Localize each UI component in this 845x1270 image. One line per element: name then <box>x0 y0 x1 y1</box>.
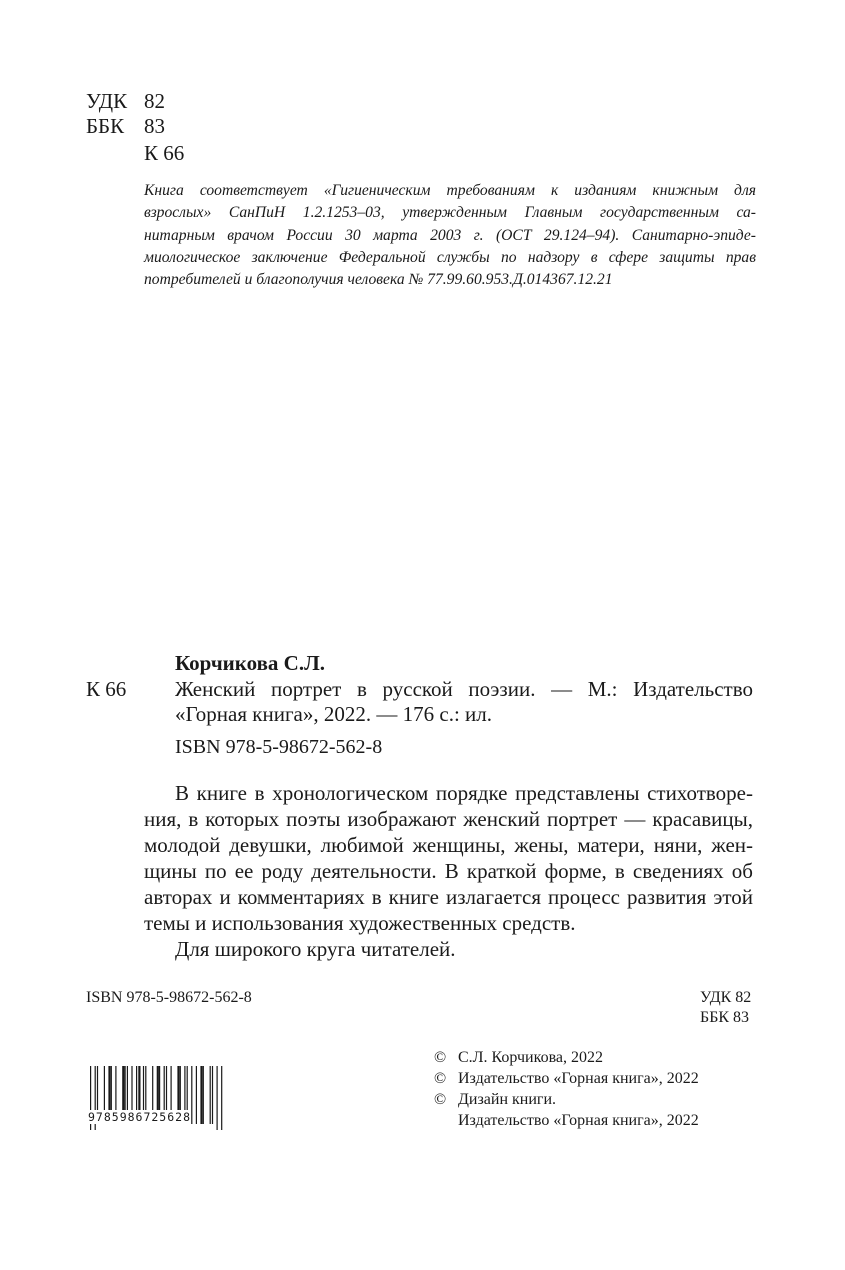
author-mark: К 66 <box>144 141 185 165</box>
annotation <box>144 780 753 962</box>
barcode-bar <box>200 1066 202 1124</box>
udk-value: 82 <box>144 89 165 113</box>
notice-line: взрослых» СанПиН 1.2.1253–03, утвержденным Главным государственным са- <box>144 204 756 222</box>
barcode-bar <box>221 1066 222 1130</box>
barcode-bar <box>212 1066 213 1124</box>
copyright-icon: © <box>434 1091 447 1108</box>
annotation-line: темы и использования художественных средств. <box>144 911 576 935</box>
record-author: Корчикова С.Л. <box>175 651 325 675</box>
annotation-line: В книге в хронологическом порядке представлены стихотворе- <box>175 781 753 805</box>
notice-line: нитарным врачом России 30 марта 2003 г. (ОСТ 29.124–94). Санитарно-эпиде- <box>144 226 756 244</box>
barcode-bar <box>196 1066 197 1124</box>
barcode-bar <box>210 1066 211 1124</box>
udk-label: УДК <box>86 89 128 113</box>
bottom-bbk: ББК 83 <box>700 1009 750 1026</box>
notice-line: потребителей и благополучия человека № 77.99.60.953.Д.014367.12.21 <box>144 271 613 289</box>
barcode-digits: 9785986725628 <box>88 1110 192 1124</box>
copyright-publisher: © Издательство «Горная книга», 2022 <box>434 1070 699 1087</box>
copyright-author: © С.Л. Корчикова, 2022 <box>434 1049 604 1066</box>
annotation-line: авторах и комментариях в книге излагается процесс развития этой <box>144 885 753 909</box>
bbk-value: 83 <box>144 114 165 138</box>
record-title-line2: «Горная книга», 2022. — 176 с.: ил. <box>175 702 492 726</box>
annotation-line: щины по ее роду деятельности. В краткой форме, в сведениях об <box>144 859 753 883</box>
barcode-bar <box>191 1066 192 1124</box>
bbk-label: ББК <box>86 114 125 138</box>
bottom-udk: УДК 82 <box>700 989 752 1006</box>
annotation-line: ния, в которых поэты изображают женский портрет — красавицы, <box>144 807 753 831</box>
barcode-bar <box>217 1066 218 1130</box>
hygiene-notice <box>144 180 756 291</box>
record-code: К 66 <box>86 677 127 701</box>
annotation-line: молодой девушки, любимой женщины, жены, матери, няни, жен- <box>144 833 753 857</box>
barcode-bar <box>203 1066 204 1124</box>
copyright-icon: © <box>434 1049 447 1066</box>
bottom-isbn: ISBN 978-5-98672-562-8 <box>86 989 252 1006</box>
copyright-icon: © <box>434 1070 447 1087</box>
copyright-design: © Дизайн книги. <box>434 1091 557 1108</box>
notice-line: Книга соответствует «Гигиеническим требованиям к изданиям книжным для <box>144 182 756 199</box>
annotation-audience: Для широкого круга читателей. <box>175 937 456 961</box>
record-title-line1: Женский портрет в русской поэзии. — М.: Издательство <box>175 677 753 701</box>
copyright-design-publisher: Издательство «Горная книга», 2022 <box>458 1112 699 1129</box>
record-isbn: ISBN 978-5-98672-562-8 <box>175 736 383 758</box>
notice-line: миологическое заключение Федеральной службы по надзору в сфере защиты прав <box>144 248 756 266</box>
